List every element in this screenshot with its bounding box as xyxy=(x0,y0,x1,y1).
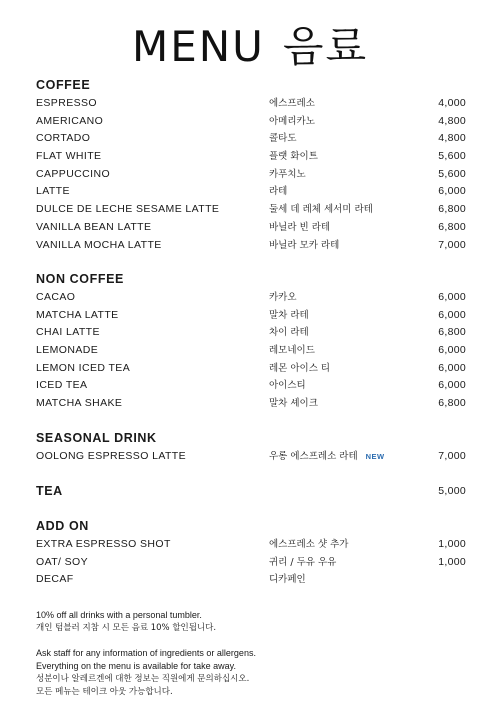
item-name-ko: 차이 라테 xyxy=(269,327,309,339)
section-coffee xyxy=(36,76,466,254)
item-name-ko: 바닐라 모카 라테 xyxy=(269,239,340,251)
allergen-note-ko: 성분이나 알레르겐에 대한 정보는 직원에게 문의하십시오. xyxy=(36,674,250,684)
menu-item xyxy=(36,395,466,413)
item-name-ko: 콜타도 xyxy=(269,133,297,145)
menu-item xyxy=(36,130,466,148)
menu-item xyxy=(36,183,466,201)
section-seasonal xyxy=(36,429,466,466)
item-price: 6,800 xyxy=(438,220,466,233)
item-price: 6,000 xyxy=(438,291,466,303)
item-name-en: CHAI LATTE xyxy=(36,326,100,339)
item-name-en: AMERICANO xyxy=(36,114,104,127)
menu-item xyxy=(36,148,466,166)
allergen-note xyxy=(36,647,466,699)
menu-item xyxy=(36,95,466,113)
item-name-ko: 에스프레소 샷 추가 xyxy=(269,539,349,550)
item-name-en: OOLONG ESPRESSO LATTE xyxy=(36,450,186,462)
item-price: 6,000 xyxy=(438,344,466,357)
item-price: 4,800 xyxy=(438,132,466,145)
menu-item xyxy=(36,307,466,325)
item-price: 5,000 xyxy=(438,485,466,497)
item-name-en: MATCHA LATTE xyxy=(36,308,119,321)
item-name-ko: 바닐라 빈 라테 xyxy=(269,221,331,233)
item-price: 7,000 xyxy=(438,450,466,462)
tumbler-note-en: 10% off all drinks with a personal tumbler. xyxy=(36,610,202,620)
menu-item xyxy=(36,360,466,378)
item-name-en: VANILLA MOCHA LATTE xyxy=(36,238,162,251)
item-price: 5,600 xyxy=(438,167,466,180)
item-name-ko: 귀리 / 두유 우유 xyxy=(269,556,337,568)
takeaway-note-en: Everything on the menu is available for take away. xyxy=(36,661,236,671)
section-tea xyxy=(36,482,466,500)
item-name-ko: 플랫 화이트 xyxy=(269,151,318,163)
item-name-ko xyxy=(269,448,385,466)
menu-item xyxy=(36,201,466,219)
item-name-en: MATCHA SHAKE xyxy=(36,397,123,410)
item-name-ko: 디카페인 xyxy=(269,574,306,586)
item-name-en: FLAT WHITE xyxy=(36,150,102,163)
item-price: 4,000 xyxy=(438,97,466,109)
item-name-ko-text: 우롱 에스프레소 라테 xyxy=(269,451,358,462)
allergen-note-en: Ask staff for any information of ingredients or allergens. xyxy=(36,648,256,658)
section-heading: SEASONAL DRINK xyxy=(36,431,157,445)
tumbler-note-ko: 개인 텀블러 지참 시 모든 음료 10% 할인됩니다. xyxy=(36,623,217,633)
section-heading: NON COFFEE xyxy=(36,272,124,286)
item-name-en: OAT/ SOY xyxy=(36,555,89,568)
item-price: 6,000 xyxy=(438,308,466,321)
title-en: MENU xyxy=(131,22,265,71)
item-name-ko: 레모네이드 xyxy=(269,345,315,357)
item-name-ko: 말차 셰이크 xyxy=(269,398,318,410)
menu-item xyxy=(36,536,466,554)
item-name-ko: 레몬 아이스 티 xyxy=(269,362,331,374)
section-heading: COFFEE xyxy=(36,78,91,92)
item-price: 6,800 xyxy=(438,326,466,339)
item-name-en: LEMONADE xyxy=(36,344,99,357)
item-name-ko: 라테 xyxy=(269,186,288,198)
item-price: 5,600 xyxy=(438,150,466,163)
item-price: 7,000 xyxy=(438,238,466,251)
item-price: 1,000 xyxy=(438,538,466,550)
item-name-ko: 아메리카노 xyxy=(269,115,315,127)
item-name-en: ICED TEA xyxy=(36,379,88,392)
section-heading: TEA xyxy=(36,484,63,498)
title-ko: 음료 xyxy=(282,22,369,71)
item-name-en: CAPPUCCINO xyxy=(36,167,111,180)
item-name-ko: 둘세 데 레체 세서미 라테 xyxy=(269,204,373,216)
item-name-en: VANILLA BEAN LATTE xyxy=(36,220,152,233)
item-name-en: CORTADO xyxy=(36,132,91,145)
menu-item xyxy=(36,219,466,237)
menu-item xyxy=(36,448,466,466)
item-name-en: ESPRESSO xyxy=(36,97,97,109)
item-name-en: DECAF xyxy=(36,573,74,586)
item-name-ko: 카푸치노 xyxy=(269,168,306,180)
menu-item xyxy=(36,571,466,589)
item-name-ko: 말차 라테 xyxy=(269,309,309,321)
takeaway-note-ko: 모든 메뉴는 테이크 아웃 가능합니다. xyxy=(36,687,173,697)
item-name-en: EXTRA ESPRESSO SHOT xyxy=(36,538,171,550)
item-name-ko: 아이스티 xyxy=(269,380,306,392)
menu-item xyxy=(36,237,466,255)
item-price: 6,000 xyxy=(438,379,466,392)
item-name-en: CACAO xyxy=(36,291,76,303)
item-price: 6,800 xyxy=(438,397,466,410)
menu-item xyxy=(36,166,466,184)
item-name-ko: 카카오 xyxy=(269,292,297,303)
item-name-en: LEMON ICED TEA xyxy=(36,361,131,374)
item-name-en: DULCE DE LECHE SESAME LATTE xyxy=(36,203,220,216)
section-add-on xyxy=(36,517,466,589)
item-price: 1,000 xyxy=(438,555,466,568)
menu-item xyxy=(36,113,466,131)
tumbler-note xyxy=(36,609,466,635)
item-price: 6,000 xyxy=(438,361,466,374)
item-name-en: LATTE xyxy=(36,185,70,198)
item-name-ko: 에스프레소 xyxy=(269,98,315,109)
item-price: 6,000 xyxy=(438,185,466,198)
page-title xyxy=(0,14,500,74)
section-non-coffee xyxy=(36,270,466,413)
menu-item xyxy=(36,342,466,360)
section-heading: ADD ON xyxy=(36,519,89,533)
item-price: 4,800 xyxy=(438,114,466,127)
new-badge: NEW xyxy=(365,452,385,461)
item-price: 6,800 xyxy=(438,203,466,216)
menu-item xyxy=(36,377,466,395)
menu-item xyxy=(36,324,466,342)
menu-item xyxy=(36,289,466,307)
menu-item xyxy=(36,554,466,572)
